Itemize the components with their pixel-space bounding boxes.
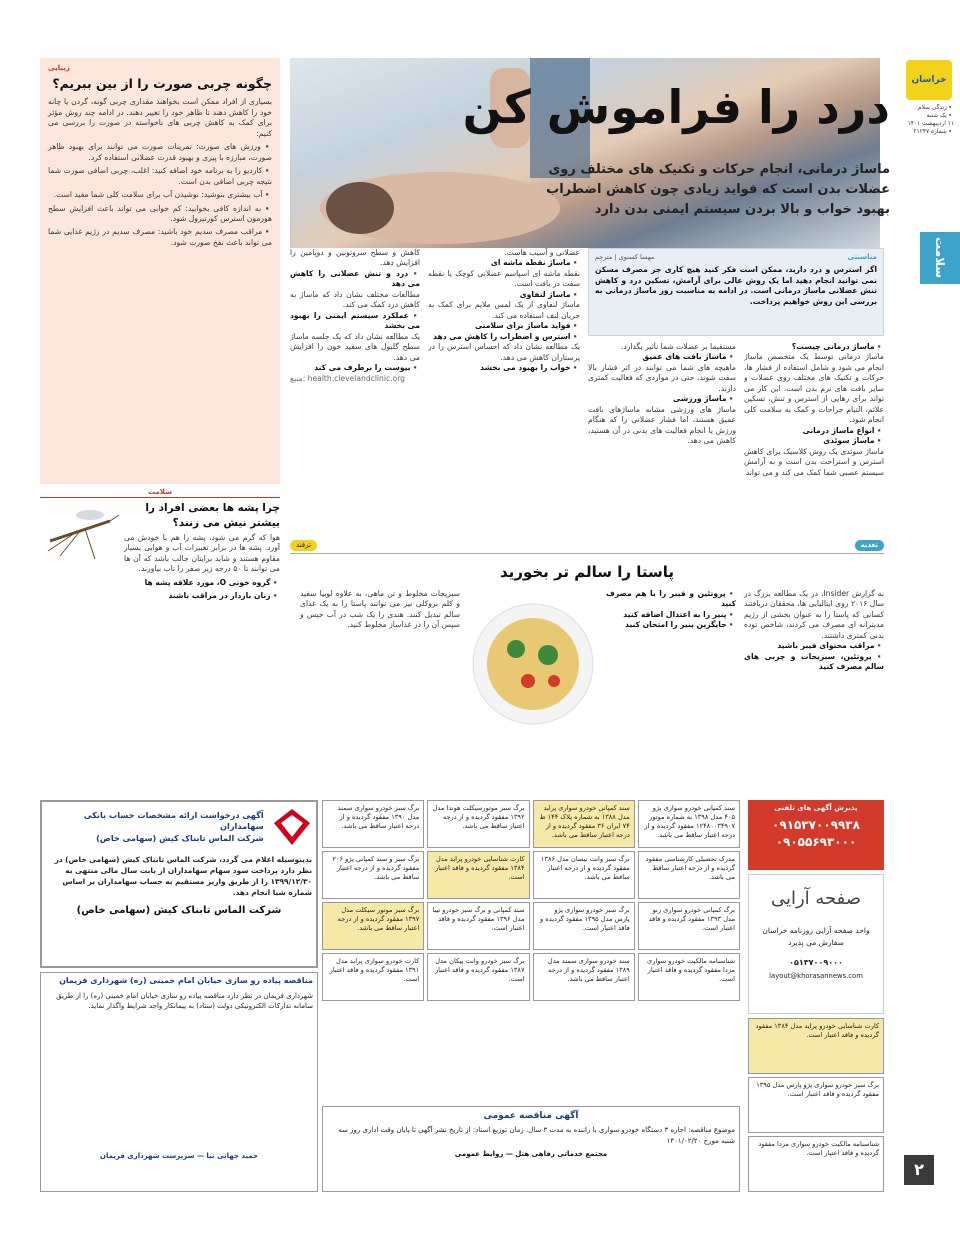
tender-body: شهرداری فریمان در نظر دارد مناقصه پیاده رو سازی خیابان امام خمینی (ره) را از طریق سامانه تدارکات الکترونیکی دولت (ستاد) به پیمانکار واجد شرایط واگذار نماید. (56, 991, 313, 1011)
classified-ad: سند کمپانی خودرو سواری پژو ۴۰۵ مدل ۱۳۹۸ به شماره موتور ۱۲۴۸۰۰۳۴۹۰۷ مفقود گردیده و از درجه اعتبار ساقط می باشد. (638, 800, 740, 848)
beauty-item: ▪️به اندازه کافی بخوابید: کم خوابی می تواند باعث افزایش سطح هورمون استرس کورتیزول شود. (48, 203, 272, 223)
main-lead (530, 160, 890, 220)
almas-ad (40, 800, 318, 968)
layout-title: صفحه آرایی (770, 888, 862, 909)
lead-line: ماساژ درمانی، انجام حرکات و تکنیک های مختلف روی (548, 162, 890, 177)
layout-email: layout@khorasannews.com (769, 971, 863, 980)
pasta-kicker: تغذیه (855, 540, 885, 551)
classified-ad: مدرک تحصیلی کارشناسی مفقود گردیده و از درجه اعتبار ساقط می باشد. (638, 851, 740, 899)
pasta-body (744, 589, 884, 739)
paragraph: ماهیچه های شما می توانند در اثر فشار بالا سفت شوند، حتی در مواردی که فعالیت کمتری دارند. (588, 362, 736, 393)
subhead: ▪️پروتئین، سبزیجات و چربی های سالم مصرف کنید (744, 651, 884, 671)
masthead-line: ▪️زندگی سلام (917, 105, 954, 111)
tender-title: مناقصه پیاده رو سازی خیابان امام خمینی (ره) شهرداری فریمان (59, 976, 313, 985)
almas-body: بدینوسیله اعلام می گردد، شرکت الماس تابناک کیش (سهامی خاص) در نظر دارد پرداخت سود سهام سهامداران از بابت سال مالی منتهی به ۱۳۹۹/۱۲/۳۰ را از طریق واریز مستقیم به حساب سهامداران بر اساس شماره شبا انجام دهد. (54, 855, 312, 898)
beauty-box (40, 58, 280, 484)
phone-label: پذیرش آگهی های تلفنی (774, 804, 858, 812)
paragraph: ماساژ لنفاوی از یک لمس ملایم برای کمک به جریان لنف استفاده می کند. (428, 300, 580, 320)
classified-ad: کارت شناسایی خودرو پراید مدل ۱۳۸۴ مفقود گردیده و فاقد اعتبار است. (427, 851, 529, 899)
mosquito-body: هوا که گرم می شود، پشه را هم با خودش می آورد. پشه ها در برابر تغییرات آب و هوایی بسیار مقاوم هستند و شاید برایتان جالب باشد که آن ها می توانند تا ۵۰ درجه زیر صفر را تاب بیاورند. (124, 532, 280, 574)
classified-ad: کارت شناسایی خودرو پراید مدل ۱۳۸۴ مفقود گردیده و فاقد اعتبار است. (748, 1018, 884, 1074)
logo (906, 60, 952, 100)
phone-number-2: ۰۹۰۵۵۶۹۳۰۰۰ (775, 834, 857, 849)
classified-ad: برگ سبز موتورسیکلت هوندا مدل ۱۳۹۲ مفقود گردیده و از درجه اعتبار ساقط می باشد. (427, 800, 529, 848)
beauty-body: بسیاری از افراد ممکن است بخواهند مقداری چربی گونه، گردن یا چانه خود را کاهش دهند تا ظاهر خود را تغییر دهند. در ادامه چند روش مؤثر برای کمک به کاهش چربی های ناخواسته در صورت را بررسی می کنیم: (48, 97, 272, 138)
beauty-item: ▪️مراقب مصرف سدیم خود باشید: مصرف سدیم در رژیم غذایی شما می تواند باعث نفخ صورت شود. (48, 227, 272, 247)
mosquito-icon (40, 501, 120, 561)
kicker: مناسبتی (847, 253, 877, 261)
paragraph: عضلانی و آسیب هاست. (504, 248, 580, 257)
masthead-strip (898, 0, 960, 1248)
subhead: ▪️ماساژ ورزشی (673, 394, 736, 404)
mosquito-item: ▪️زنان باردار در مراقب باشند (168, 591, 280, 601)
public-tender-ad (322, 1106, 740, 1192)
public-body: موضوع مناقصه: اجاره ۳ دستگاه خودرو سواری با راننده به مدت ۳ سال. زمان توزیع اسناد: از تاریخ نشر آگهی تا پایان وقت اداری روز سه شنبه مورخ ۱۴۰۱/۰۲/۲۰ (338, 1126, 735, 1145)
masthead-line: ▪️یک شنبه (926, 113, 954, 120)
subhead: ▪️درد و تنش عضلانی را کاهش می دهد (290, 268, 420, 289)
layout-box (748, 874, 884, 1014)
article-column-3 (428, 248, 580, 532)
subhead: ▪️انواع ماساژ درمانی (802, 425, 884, 435)
paragraph: به گزارش Insider، در یک مطالعه بزرگ در سال ۲۰۱۶ روی ایتالیایی ها، محققان دریافتند کسانی که پاستا را به عنوان بخشی از رژیم مدیترانه ای مصرف می کردند، شاخص توده بدنی کمتری داشتند. (744, 588, 884, 640)
almas-company-footer: شرکت الماس تابناک کیش (سهامی خاص) (76, 905, 282, 917)
beauty-kicker: زیبایی (48, 64, 70, 72)
classified-ad: برگ سبز خودرو سواری پژو پارس مدل ۱۳۹۵ مفقود گردیده و فاقد اعتبار است. (748, 1077, 884, 1133)
subhead: ▪️عملکرد سیستم ایمنی را بهبود می بخشد (290, 310, 420, 331)
subhead: ▪️ماساژ لنفاوی (519, 289, 580, 299)
beauty-item: ▪️آب بیشتری بنوشید: نوشیدن آب برای سلامت کلی شما مفید است. (53, 190, 272, 200)
tender-ad (40, 972, 318, 1192)
beauty-item: ▪️ورزش های صورت: تمرینات صورت می توانند برای بهبود ظاهر صورت، مبارزه با پیری و بهبود قدرت عضلانی استفاده کرد. (48, 142, 272, 162)
article-column-1 (744, 342, 884, 532)
almas-company: شرکت الماس تابناک کیش (سهامی خاص) (96, 832, 264, 843)
intro-text: اگر استرس و درد دارید، ممکن است فکر کنید هیچ کاری جز مصرف مسکن نمی توانید انجام دهید اما یک روش عالی برای آرامش، تسکین درد و کاهش تنش عضلانی ماساژ درمانی است. در ادامه به مناسبت روز ماساژ درمانی به بررسی این روش خواهیم پرداخت. (595, 265, 877, 306)
almas-logo-icon (270, 805, 312, 849)
source: منبع: health.clevelandclinic.org (290, 373, 406, 383)
subhead: ▪️ماساژ بافت های عمیق (642, 352, 736, 362)
beauty-item: ▪️کاردیو را به برنامه خود اضافه کنید: اغلب، چربی اضافی صورت شما نتیجه چربی اضافی بدن است. (48, 166, 272, 186)
paragraph: یک مطالعه نشان داد که احساس استرس را در پرستاران کاهش می دهد. (428, 342, 580, 362)
pasta-more: سبزیجات مخلوط و تن ماهی، به علاوه لوبیا سفید و کلم بروکلی نیز می توانند پاستا را به یک غذای سالم تبدیل کنند. هندی را یک شب در آب خیس و سپس آن را در غذاساز مخلوط کنید. (300, 588, 460, 630)
lead-line: عضلات بدن است که فواید زیادی چون کاهش اضطراب (546, 182, 890, 198)
subhead: ▪️جایگزین پنیر را امتحان کنید (625, 620, 736, 630)
right-classifieds (748, 1018, 884, 1192)
classified-ad: برگ سبز موتور سیکلت مدل ۱۳۹۷ مفقود گردیده و از درجه اعتبار ساقط می باشد. (322, 902, 424, 950)
mosquito-item: ▪️گروه خونی O، مورد علاقه پشه ها (144, 577, 280, 587)
page-number: ۲ (904, 1155, 934, 1185)
classified-ad: سند کمپانی و برگ سبز خودرو تیبا مدل ۱۳۹۶ مفقود گردیده و فاقد اعتبار است. (427, 902, 529, 950)
translator: مهسا کسنوی | مترجم (595, 253, 655, 261)
public-sign: مجتمع خدماتی رفاهی هتل — روابط عمومی (454, 1150, 608, 1159)
subhead: ▪️مراقب محتوای فیبر باشید (777, 641, 884, 651)
pasta-story (290, 540, 884, 790)
classified-ad: سند خودرو سواری سمند مدل ۱۳۸۹ مفقود گردیده و از درجه اعتبار ساقط می باشد. (533, 953, 635, 1001)
paragraph: یک مطالعه نشان داد که یک جلسه ماساژ سطح گلبول های سفید خون را افزایش می دهد. (290, 331, 420, 362)
layout-phone: ۰۵۱۳۷۰۰۹۰۰۰ (789, 957, 843, 967)
classified-ad: کارت خودرو سواری پراید مدل ۱۳۹۱ مفقود گردیده و فاقد اعتبار است. (322, 953, 424, 1001)
paragraph: مستقیما بر عضلات شما تأثیر بگذارد. (620, 342, 736, 351)
beauty-title: چگونه چربی صورت را از بین ببریم؟ (52, 76, 272, 92)
classified-ad: برگ سبز خودرو سواری پژو پارس مدل ۱۳۹۵ مفقود گردیده و فاقد اعتبار است. (533, 902, 635, 950)
masthead-line: ۱۱ اردیبهشت ۱۴۰۱ (907, 121, 954, 128)
public-title: آگهی مناقصه عمومی (483, 1111, 579, 1121)
subhead: ▪️استرس و اضطراب را کاهش می دهد (433, 331, 580, 341)
paragraph: مطالعات مختلف نشان داد که ماساژ به کاهش درد کمک می کند. (290, 289, 420, 310)
mosquito-story (40, 488, 280, 738)
article-column-4 (290, 248, 420, 532)
mosquito-title: چرا پشه ها بعضی افراد را بیشتر نیش می زنند؟ (145, 502, 280, 529)
classified-ad: برگ سبز خودرو سواری سمند مدل ۱۳۹۰ مفقود گردیده و از درجه اعتبار ساقط می باشد. (322, 800, 424, 848)
pasta-title: پاستا را سالم تر بخورید (500, 563, 674, 582)
intro-box (588, 248, 884, 336)
main-title: درد را فراموش کن (462, 80, 890, 134)
section-tab: سلامت (920, 232, 960, 284)
classified-ad: برگ سبز خودرو وانت پیکان مدل ۱۳۸۷ مفقود گردیده و فاقد اعتبار است. (427, 953, 529, 1001)
subhead: ▪️پنیر را به اعتدال اضافه کنید (623, 609, 736, 619)
paragraph: ماساژ درمانی توسط یک متخصص ماساژ انجام می شود و شامل استفاده از فشار ها، حرکات و تکنیک های مختلف روی عضلات و سایر بافت های نرم بدن است. این کار می تواند برای رهایی از استرس و تنش، تسکین علائم، التیام جراحات و کمک به سلامت کلی انجام شود. (744, 352, 884, 425)
pasta-photo (468, 589, 598, 739)
subhead: ▪️بیوست را برطرف می کند (314, 363, 420, 373)
classified-ad: شناسنامه مالکیت خودرو سواری مزدا مفقود گردیده و فاقد اعتبار است. (638, 953, 740, 1001)
pasta-illustration (468, 589, 598, 739)
subhead: ▪️ماساژ نقطه ماشه ای (490, 258, 580, 268)
masthead-line: ▪️شماره ۲۱۲۴۷ (913, 129, 954, 136)
classified-ad: برگ سبز و سند کمپانی پژو ۲۰۶ مفقود گردیده و از درجه اعتبار ساقط می باشد. (322, 851, 424, 899)
classified-ad: برگ سبز وانت نیسان مدل ۱۳۸۶ مفقود گردیده و از درجه اعتبار ساقط می باشد. (533, 851, 635, 899)
pasta-column (606, 589, 736, 739)
paragraph: نقطه ماشه ای اسپاسم عضلانی کوچک یا نقطه سفت در بافت است. (428, 268, 580, 289)
subhead: ▪️خواب را بهبود می بخشد (480, 363, 580, 373)
logo-text: خراسان (911, 75, 947, 85)
almas-title: آگهی درخواست ارائه مشخصات حساب بانکی سهامداران (83, 810, 264, 832)
tender-sign: حمید جهانی نیا — سرپرست شهرداری فریمان (99, 1151, 259, 1160)
mosquito-kicker: سلامت (40, 488, 280, 498)
subhead: ▪️پروتئین و فیبر را با هم مصرف کنید (606, 588, 736, 609)
layout-text: واحد صفحه آرایی روزنامه خراسان سفارش می پذیرد (762, 926, 870, 947)
paragraph: ماساژ های ورزشی مشابه ماساژهای بافت عمیق هستند، اما فشار عضلانی را که هنگام ورزش یا انجام فعالیت های بدنی در آن هستید، کاهش می دهد. (588, 404, 736, 446)
paragraph: کاهش و سطح سروتونین و دوپامین را افزایش دهد. (290, 248, 420, 268)
paragraph: ماساژ سوئدی یک روش کلاسیک برای کاهش استرس و استراحت بدن است و به آرامش سیستم عصبی شما کمک می کند و می تواند (744, 446, 884, 477)
classified-ad: شناسنامه مالکیت خودرو سواری مزدا مفقود گردیده و فاقد اعتبار است. (748, 1136, 884, 1192)
subhead: ▪️فواید ماساژ برای سلامتی (474, 321, 580, 331)
classified-ad: برگ کمپانی خودرو سواری رنو مدل ۱۳۹۳ مفقود گردیده و فاقد اعتبار است. (638, 902, 740, 950)
pasta-kicker-badge: ترفند (290, 540, 317, 551)
phone-classifieds-box (748, 800, 884, 870)
classified-ad: سند کمپانی خودرو سواری پراید مدل ۱۳۸۸ به شماره پلاک ۱۴۴ ط ۷۴ ایران ۳۶ مفقود گردیده و از درجه اعتبار ساقط می باشد. (533, 800, 635, 848)
subhead: ▪️ماساژ سوئدی (823, 436, 884, 446)
subhead: ▪️ماساژ درمانی چیست؟ (791, 342, 884, 351)
classifieds-grid (322, 800, 740, 1100)
lead-line: بهبود خواب و بالا بردن سیستم ایمنی بدن دارد (594, 202, 890, 218)
phone-number: ۰۹۱۵۳۷۰۰۹۹۳۸ (772, 818, 860, 833)
article-column-2 (588, 342, 736, 532)
